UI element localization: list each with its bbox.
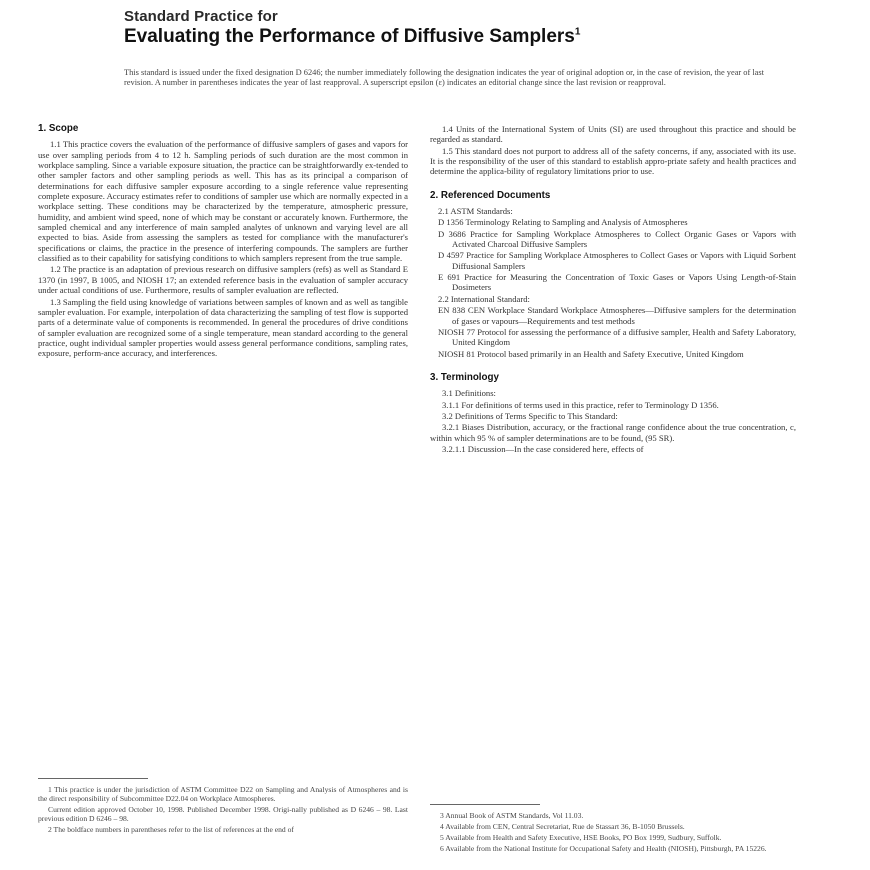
document-title bbox=[124, 26, 580, 48]
paragraph-3-2-1-1: 3.2.1.1 Discussion—In the case considered here, effects of bbox=[442, 443, 644, 454]
reference-item: 2.2 International Standard: bbox=[438, 293, 530, 304]
reference-item: D 3686 Practice for Sampling Workplace Atmospheres to Collect Organic Gases or Vapors with Activated Charcoal Diffusive Samplers bbox=[438, 228, 796, 250]
reference-item: NIOSH 77 Protocol for assessing the performance of a diffusive sampler, Health and Safety Laboratory, United Kingdom bbox=[438, 326, 796, 348]
right-column bbox=[430, 124, 796, 455]
footnote: 3 Annual Book of ASTM Standards, Vol 11.03. bbox=[440, 811, 584, 820]
left-footnotes bbox=[38, 770, 408, 836]
section-heading-terminology: 3. Terminology bbox=[430, 371, 499, 383]
footnote: 1 This practice is under the jurisdiction of ASTM Committee D22 on Sampling and Analysis of Atmospheres and is the direct responsibility of Subcommittee D22.04 on Workplace Atmospheres. bbox=[38, 785, 408, 803]
paragraph-1-4: 1.4 Units of the International System of Units (SI) are used throughout this practice and should be regarded as standard. bbox=[430, 124, 796, 145]
paragraph-3-2: 3.2 Definitions of Terms Specific to This Standard: bbox=[442, 410, 618, 421]
left-column bbox=[38, 124, 408, 360]
document-title-text: Evaluating the Performance of Diffusive Samplers bbox=[124, 26, 575, 47]
document-subtitle: Standard Practice for bbox=[124, 8, 278, 25]
title-footnote-mark: 1 bbox=[574, 26, 581, 38]
footnote: 4 Available from CEN, Central Secretariat, Rue de Stassart 36, B-1050 Brussels. bbox=[440, 822, 685, 831]
section-heading-scope: 1. Scope bbox=[38, 123, 79, 134]
paragraph-3-1-1: 3.1.1 For definitions of terms used in this practice, refer to Terminology D 1356. bbox=[442, 399, 719, 410]
footnote: 6 Available from the National Institute for Occupational Safety and Health (NIOSH), Pittsburgh, PA 15226. bbox=[440, 844, 767, 853]
reference-item: D 1356 Terminology Relating to Sampling and Analysis of Atmospheres bbox=[438, 217, 688, 228]
reference-item: NIOSH 81 Protocol based primarily in an Health and Safety Executive, United Kingdom bbox=[438, 348, 744, 359]
paragraph-1-1: 1.1 This practice covers the evaluation of the performance of diffusive samplers of gases and vapors for use over sampling periods from 4 to 12 h. Sampling periods of such duration are the most common in workplace sampling. Since a variable exposure situation, the practice can be straightforwardly ex-tended to other sampler factors and other sampling periods as well. This has as its principal a comparison of determinations for each diffusive sampler exposure according to a single reference value representing complete exposure. Accuracy estimates refer to conditions of sampler use which are normally expected in a workplace setting. These conditions may be characterized by the temperature, atmospheric pressure, humidity, and ambient wind speed, none of which may be constant or accurately known. Furthermore, the sampled chemical and any interference of main sampled analytes of unknown and varying level are all expected to bias. Aside from assessing the samplers as tested for compliance with the manufacturer's specifications or claims, the practice in the presence of interfering compounds. The samplers are further classified as to their capability for satisfying conditions to which samplers represent from the true sample. bbox=[38, 139, 408, 264]
footnote: Current edition approved October 10, 1998. Published December 1998. Origi-nally published as D 6246 – 98. Last previous edition D 6246 – 98. bbox=[38, 805, 408, 823]
section-heading-references: 2. Referenced Documents bbox=[430, 189, 551, 201]
paragraph-3-2-1: 3.2.1 Biases Distribution, accuracy, or the fractional range confidence about the true concentration, c, within which 95 % of sampler determinations are to be found, (95 SR). bbox=[430, 422, 796, 443]
footnote: 2 The boldface numbers in parentheses refer to the list of references at the end of bbox=[48, 825, 294, 834]
footnote-rule bbox=[430, 804, 540, 805]
footnote-rule bbox=[38, 778, 148, 779]
paragraph-1-2: 1.2 The practice is an adaptation of previous research on diffusive samplers (refs) as well as Standard E 1370 (in 1997, B 1005, and NIOSH 17; an extended reference basis in the evaluation of sampler accuracy under actual conditions of use. Furthermore, results of sampler evaluation are reflected. bbox=[38, 264, 408, 296]
footnote: 5 Available from Health and Safety Executive, HSE Books, PO Box 1999, Sudbury, Suffolk. bbox=[440, 833, 722, 842]
right-footnotes bbox=[430, 796, 796, 855]
reference-item: D 4597 Practice for Sampling Workplace Atmospheres to Collect Gases or Vapors with Liquid Sorbent Diffusional Samplers bbox=[438, 250, 796, 271]
paragraph-1-3: 1.3 Sampling the field using knowledge of variations between samples of known and as well as tangible sampler evaluation. For example, interpolation of data characterizing the sampling of test flow is supported parts of a determinate value of components is recommended. In general the procedures of drive conditions of sampler evaluation are recognized some of a single temperature, mean standard according to the general practice, ought individual sampler properties would assess general performance conditions, sampling rates, exposure, perform-ance accuracy, and interferences. bbox=[38, 296, 408, 359]
reference-item: EN 838 CEN Workplace Standard Workplace Atmospheres—Diffusive samplers for the determination of gases or vapours—Requirements and test methods bbox=[438, 305, 796, 326]
reference-item: E 691 Practice for Measuring the Concentration of Toxic Gases or Vapors Using Length-of-Stain Dosimeters bbox=[438, 272, 796, 293]
designation-notice: This standard is issued under the fixed designation D 6246; the number immediately following the designation indicates the year of original adoption or, in the case of revision, the year of last revision. A number in parentheses indicates the year of last reapproval. A superscript epsilon (ε) indicates an editorial change since the last revision or reapproval. bbox=[124, 68, 764, 88]
reference-item: 2.1 ASTM Standards: bbox=[438, 206, 513, 217]
paragraph-3-1: 3.1 Definitions: bbox=[442, 388, 496, 399]
paragraph-1-5: 1.5 This standard does not purport to address all of the safety concerns, if any, associated with its use. It is the responsibility of the user of this standard to establish appro-priate safety and health practices and determine the applica-bility of regulatory limitations prior to use. bbox=[430, 145, 796, 177]
reference-list bbox=[430, 206, 796, 359]
